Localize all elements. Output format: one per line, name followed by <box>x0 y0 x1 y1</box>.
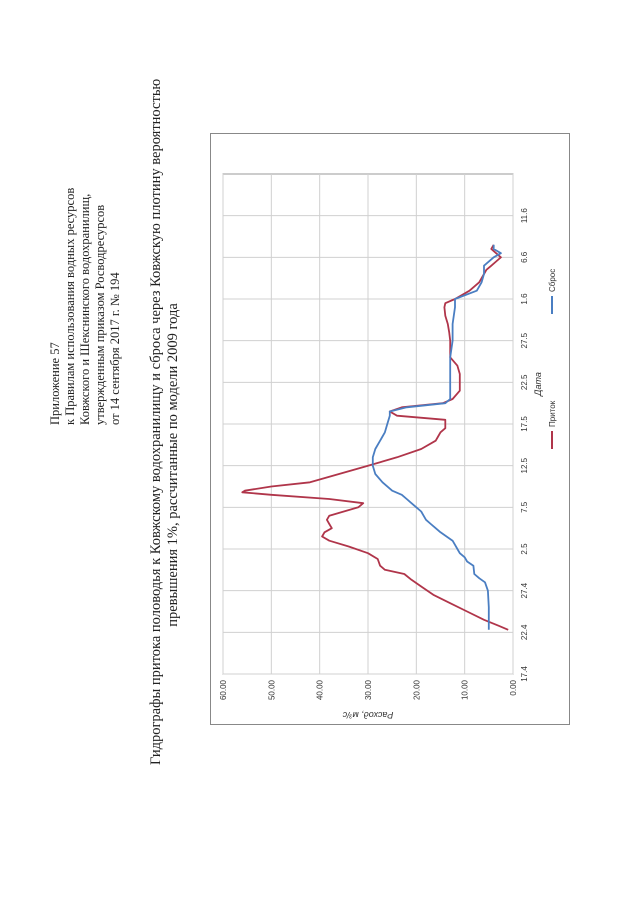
x-tick-label: 6.6 <box>520 251 529 263</box>
chart-title <box>148 78 182 765</box>
y-tick-label: 0.00 <box>509 680 518 696</box>
series-line-inflow <box>242 245 508 630</box>
chart-title-line-2: превышения 1%, рассчитанные по модели 2009 года <box>165 303 181 627</box>
header-line-3: Ковжского и Шекснинского водохранилищ, <box>78 193 92 425</box>
legend-label: Приток <box>548 400 557 427</box>
hydrograph-chart <box>211 134 569 724</box>
y-tick-label: 50.00 <box>267 680 277 701</box>
x-tick-label: 11.6 <box>520 208 529 224</box>
header-line-5: от 14 сентября 2017 г. № 194 <box>108 272 122 425</box>
x-tick-label: 17.4 <box>520 666 529 682</box>
x-axis-title: Дата <box>533 372 543 396</box>
y-tick-label: 30.00 <box>364 680 373 701</box>
y-axis-title: Расход, м³/с <box>342 710 394 720</box>
x-tick-label: 27.4 <box>520 582 529 599</box>
header-line-2: к Правилам использования водных ресурсов <box>63 187 77 425</box>
x-tick-label: 17.5 <box>520 416 529 432</box>
chart-title-line-1: Гидрографы притока половодья к Ковжскому водохранилищу и сброса через Ковжскую плотину вероятностью <box>148 78 164 765</box>
y-tick-label: 60.00 <box>219 680 228 701</box>
x-tick-label: 1.6 <box>520 293 529 305</box>
x-tick-label: 27.5 <box>520 332 529 349</box>
header-line-1: Приложение 57 <box>48 342 62 425</box>
x-tick-label: 12.5 <box>520 457 529 474</box>
chart-frame <box>210 133 570 725</box>
legend-label: Сброс <box>548 268 557 292</box>
x-tick-label: 22.5 <box>520 374 529 391</box>
y-tick-label: 20.00 <box>412 680 422 701</box>
x-tick-label: 22.4 <box>520 624 529 641</box>
x-tick-label: 2.5 <box>520 543 529 555</box>
header-line-4: утвержденным приказом Росводресурсов <box>93 204 107 425</box>
y-tick-label: 10.00 <box>460 680 470 701</box>
appendix-header <box>48 65 123 425</box>
y-tick-label: 40.00 <box>315 680 325 701</box>
x-tick-label: 7.5 <box>520 501 529 513</box>
